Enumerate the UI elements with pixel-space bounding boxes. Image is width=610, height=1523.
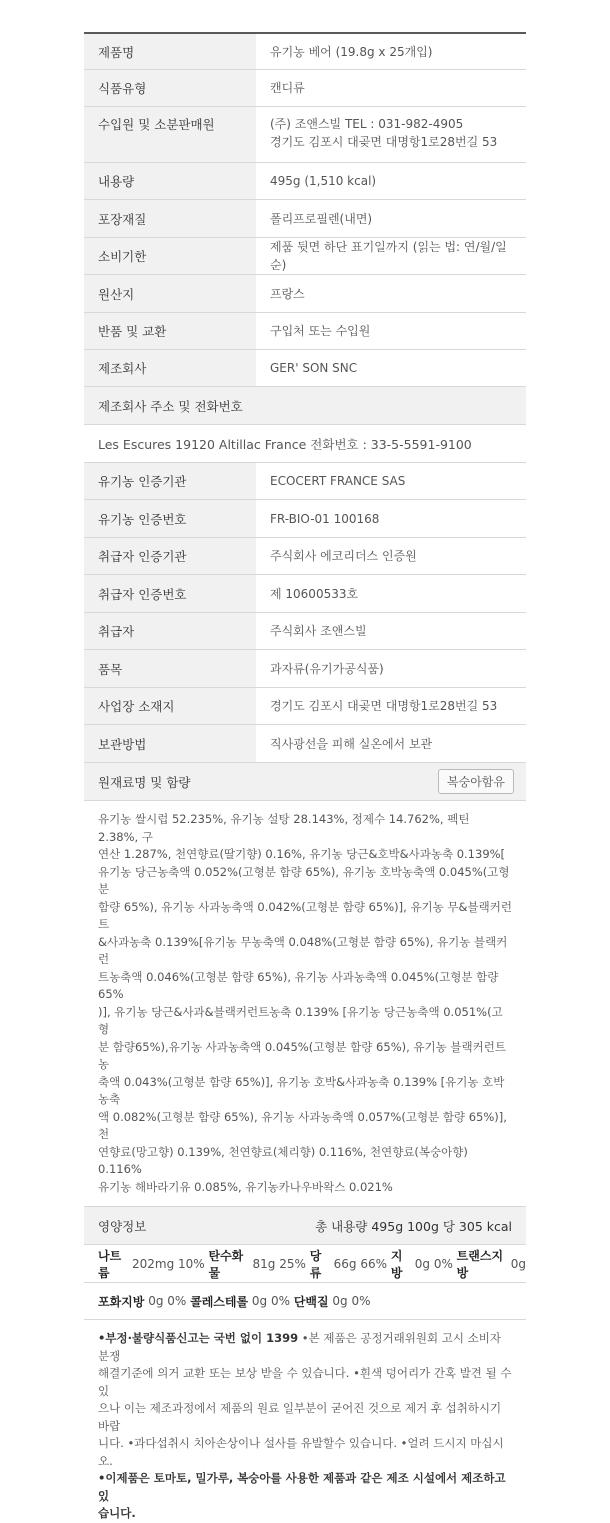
nutrition-values-1 xyxy=(84,1245,526,1282)
info-row-origin xyxy=(84,275,526,313)
notice-span: •본 제품은 공정거래위원회 고시 소비자 분쟁 xyxy=(98,1331,501,1363)
row-label: 소비기한 xyxy=(84,238,256,274)
row-value: Les Escures 19120 Altillac France 전화번호 : 33-5-5591-9100 xyxy=(98,436,472,452)
notice-bold: 습니다. xyxy=(98,1506,136,1520)
notice-bold: •부정·불량식품신고는 국번 없이 1399 xyxy=(98,1331,299,1345)
nutrient-name: 트랜스지방 xyxy=(456,1248,504,1280)
ingredients-line: 연산 1.287%, 천연향료(딸기향) 0.16%, 유기농 당근&호박&사과농축 0.139%[ xyxy=(98,847,506,861)
row-value: 과자류(유기가공식품) xyxy=(270,661,384,676)
row-value: ECOCERT FRANCE SAS xyxy=(270,474,406,488)
info-row-return xyxy=(84,313,526,350)
row-label: 유기농 인증기관 xyxy=(84,463,256,499)
ingredients-header-cell xyxy=(84,763,526,800)
info-row-content-amount xyxy=(84,163,526,200)
nutrition-header-cell xyxy=(84,1207,526,1244)
nutrient-name: 단백질 xyxy=(293,1294,329,1309)
row-value: 캔디류 xyxy=(270,81,305,95)
row-value: 폴리프로필렌(내면) xyxy=(270,211,373,226)
info-row-food-type xyxy=(84,70,526,107)
nutrition-header xyxy=(84,1207,526,1245)
info-row-business-location xyxy=(84,688,526,725)
row-label: 원산지 xyxy=(84,275,256,312)
notice-line xyxy=(98,1330,512,1365)
ingredients-line: 유기농 해바라기유 0.085%, 유기농카나우바왁스 0.021% xyxy=(98,1179,393,1194)
product-info-sheet xyxy=(84,32,526,1523)
nutrient-value: 202mg 10% xyxy=(128,1256,209,1271)
row-value: 주식회사 에코리더스 인증원 xyxy=(270,549,417,563)
info-row-handler-cert-number xyxy=(84,575,526,613)
info-row-packaging xyxy=(84,200,526,238)
nutrient-value: 66g 66% xyxy=(329,1256,391,1271)
row-label: 내용량 xyxy=(84,163,256,199)
row-label: 제조회사 주소 및 전화번호 xyxy=(84,387,526,424)
importer-tel: (주) 조앤스빌 TEL : 031-982-4905 xyxy=(270,117,464,131)
nutrient-name: 포화지방 xyxy=(98,1294,145,1309)
ingredients-line: &사과농축 0.139%[유기농 무농축액 0.048%(고형분 함량 65%), 유기농 블랙커런 xyxy=(98,934,508,966)
notice-text xyxy=(84,1320,526,1523)
ingredients-line: 트농축액 0.046%(고형분 함량 65%), 유기농 사과농축액 0.045%(고형분 함량 65% xyxy=(98,969,499,1001)
notice-line: 해결기준에 의거 교환 또는 보상 받을 수 있습니다. •흰색 덩어리가 간혹 발견 될 수 있 xyxy=(98,1366,512,1398)
notice-line: 으나 이는 제조과정에서 제품의 원료 일부분이 굳어진 것으로 제거 후 섭취하시기 바랍 xyxy=(98,1401,502,1433)
row-label: 취급자 인증번호 xyxy=(84,575,256,612)
nutrition-values-2 xyxy=(84,1283,371,1319)
nutrient-value: 0g 0% xyxy=(144,1294,191,1308)
row-value: 프랑스 xyxy=(270,286,305,301)
row-label: 수입원 및 소분판매원 xyxy=(84,107,256,162)
allergen-peach-button[interactable]: 복숭아함유 xyxy=(438,769,514,794)
row-label: 식품유형 xyxy=(84,70,256,106)
info-row-organic-cert-body xyxy=(84,463,526,500)
ingredients-body xyxy=(84,801,526,1207)
ingredients-line: 함량 65%), 유기농 사과농축액 0.042%(고형분 함량 65%)], 유기농 무&블랙커런트 xyxy=(98,899,512,931)
info-row-handler-cert-body xyxy=(84,538,526,575)
info-row-importer xyxy=(84,107,526,163)
nutrient-value: 0g 0% xyxy=(328,1294,371,1308)
row-label: 품목 xyxy=(84,650,256,687)
row-value: 직사광선을 피해 실온에서 보관 xyxy=(270,736,433,751)
nutrition-label: 영양정보 xyxy=(98,1218,147,1234)
row-value: 유기농 베어 (19.8g x 25개입) xyxy=(270,44,433,59)
ingredients-text xyxy=(84,801,526,1206)
info-row-product-name xyxy=(84,32,526,70)
ingredients-label: 원재료명 및 함량 xyxy=(98,774,191,790)
ingredients-line: 유기농 당근농축액 0.052%(고형분 함량 65%), 유기농 호박농축액 0.045%(고형분 xyxy=(98,864,510,896)
row-label: 취급자 xyxy=(84,613,256,649)
nutrition-total: 총 내용량 495g 100g 당 305 kcal xyxy=(315,1218,512,1234)
row-value xyxy=(256,107,526,162)
ingredients-line: 연향료(망고향) 0.139%, 천연향료(체리향) 0.116%, 천연향료(복숭아향) 0.116% xyxy=(98,1144,468,1176)
ingredients-line: 유기농 쌀시럽 52.235%, 유기농 설탕 28.143%, 정제수 14.762%, 펙틴 2.38%, 구 xyxy=(98,812,470,844)
nutrient-name: 나트륨 xyxy=(98,1248,122,1280)
info-row-storage xyxy=(84,725,526,763)
row-value: GER' SON SNC xyxy=(270,361,358,375)
info-row-item xyxy=(84,650,526,688)
nutrition-line-2 xyxy=(84,1283,526,1320)
ingredients-header xyxy=(84,763,526,801)
row-label: 포장재질 xyxy=(84,200,256,237)
row-value: 주식회사 조앤스빌 xyxy=(270,624,367,638)
nutrient-value: 0g 0% xyxy=(410,1256,457,1271)
info-row-handler xyxy=(84,613,526,650)
nutrition-line-1 xyxy=(84,1245,526,1283)
row-value: 구입처 또는 수입원 xyxy=(270,324,371,338)
nutrient-name: 탄수화물 xyxy=(208,1248,244,1280)
nutrient-value: 0g 0% xyxy=(248,1294,294,1308)
info-row-organic-cert-number xyxy=(84,500,526,538)
info-row-maker-address-label xyxy=(84,387,526,425)
notice-bold: •이제품은 토마토, 밀가루, 복숭아를 사용한 제품과 같은 제조 시설에서 제조하고 있 xyxy=(98,1471,506,1503)
notice-line xyxy=(98,1505,512,1523)
info-row-maker-address-value xyxy=(84,425,526,463)
row-label: 제조회사 xyxy=(84,350,256,386)
row-value: 제 10600533호 xyxy=(270,586,359,601)
row-value: 제품 뒷면 하단 표기일까지 (읽는 법: 연/월/일 순) xyxy=(270,240,507,272)
row-label: 제품명 xyxy=(84,34,256,69)
nutrient-name: 콜레스테롤 xyxy=(190,1294,249,1309)
ingredients-line: 분 함량65%),유기농 사과농축액 0.045%(고형분 함량 65%), 유기농 블랙커런트농 xyxy=(98,1039,506,1071)
ingredients-line: 축액 0.043%(고형분 함량 65%)], 유기농 호박&사과농축 0.139% [유기농 호박농축 xyxy=(98,1074,505,1106)
importer-address: 경기도 김포시 대곶면 대명항1로28번길 53 xyxy=(270,135,498,149)
ingredients-line: )], 유기농 당근&사과&블랙커런트농축 0.139% [유기농 당근농축액 0.051%(고형 xyxy=(98,1004,503,1036)
nutrient-value: 81g 25% xyxy=(248,1256,310,1271)
info-row-expiry xyxy=(84,238,526,275)
row-label: 반품 및 교환 xyxy=(84,313,256,349)
row-value: FR-BIO-01 100168 xyxy=(270,511,380,526)
row-label: 보관방법 xyxy=(84,725,256,762)
row-value: 경기도 김포시 대곶면 대명항1로28번길 53 xyxy=(270,699,498,713)
notice-line xyxy=(98,1470,512,1505)
row-label: 사업장 소재지 xyxy=(84,688,256,724)
nutrient-value: 0g xyxy=(506,1256,527,1271)
nutrient-name: 지방 xyxy=(390,1248,403,1280)
notice-line: 니다. •과다섭취시 치아손상이나 설사를 유발할수 있습니다. •얼려 드시지 마십시오. xyxy=(98,1436,504,1468)
info-row-manufacturer xyxy=(84,350,526,387)
row-value: 495g (1,510 kcal) xyxy=(270,174,377,188)
row-label: 유기농 인증번호 xyxy=(84,500,256,537)
nutrient-name: 당류 xyxy=(309,1248,322,1280)
row-label: 취급자 인증기관 xyxy=(84,538,256,574)
ingredients-line: 액 0.082%(고형분 함량 65%), 유기농 사과농축액 0.057%(고형분 함량 65%)], 천 xyxy=(98,1109,507,1141)
